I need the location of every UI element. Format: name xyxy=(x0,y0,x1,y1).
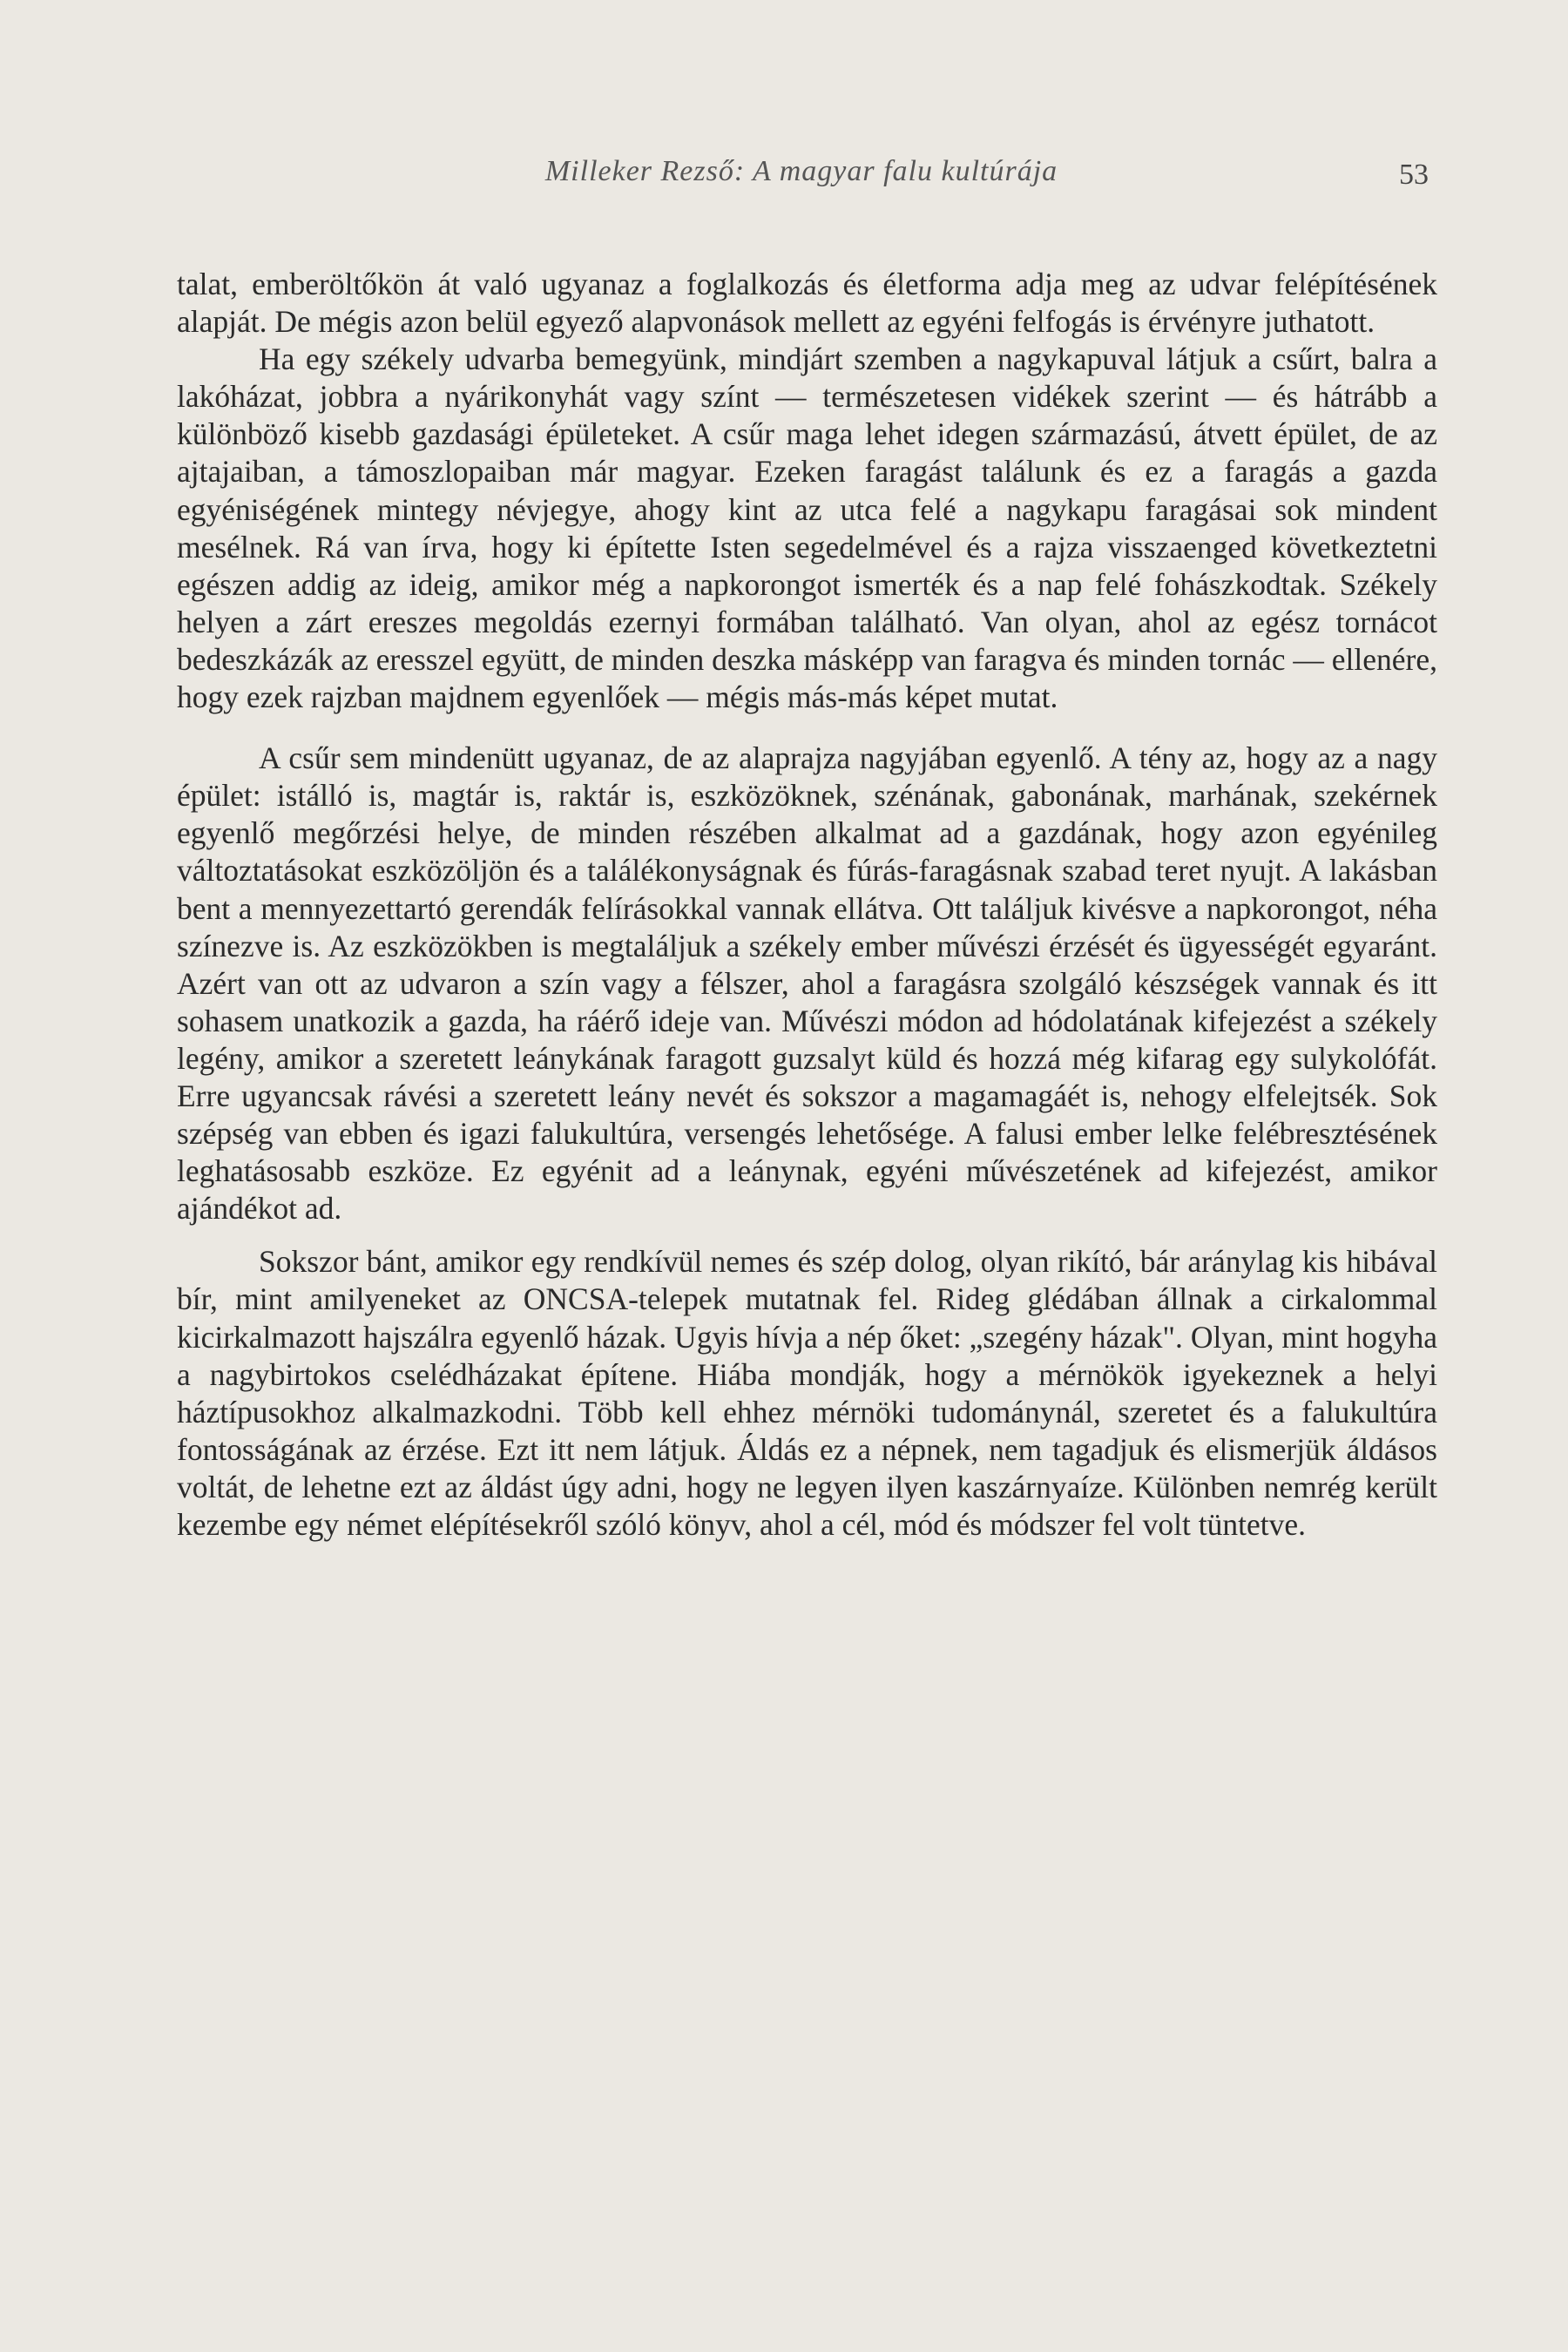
running-title: Milleker Rezső: A magyar falu kultúrája xyxy=(544,155,1058,187)
paragraph-4: Sokszor bánt, amikor egy rendkívül nemes és szép dolog, olyan rikító, bár aránylag kis hibával bír, mint amilyeneket az ONCSA-telepek mutatnak fel. Rideg glédában állnak a cirkalommal kicirkalmazott hajszálra egyenlő házak. Ugyis hívja a nép őket: „szegény házak". Olyan, mint hogyha a nagybirtokos cselédházakat építene. Hiába mondják, hogy a mérnökök igyekeznek a helyi háztípusokhoz alkalmazkodni. Több kell ehhez mérnöki tudománynál, szeretet és a falukultúra fontosságának az érzése. Ezt itt nem látjuk. Áldás ez a népnek, nem tagadjuk és elismerjük áldásos voltát, de lehetne ezt az áldást úgy adni, hogy ne legyen ilyen kaszárnyaíze. Különben nemrég került kezembe egy német elépítésekről szóló könyv, ahol a cél, mód és módszer fel volt tüntetve. xyxy=(177,1244,1437,1542)
paragraph-3: A csűr sem mindenütt ugyanaz, de az alaprajza nagyjában egyenlő. A tény az, hogy az a nagy épület: istálló is, magtár is, raktár is, eszközöknek, szénának, gabonának, marhának, szekérnek egyenlő megőrzési helye, de minden részében alkalmat ad a gazdának, hogy azon egyénileg változtatásokat eszközöljön és a találékonyságnak és fúrás-faragásnak szabad teret nyujt. A lakásban bent a mennyezettartó gerendák felírásokkal vannak ellátva. Ott találjuk kivésve a napkorongot, néha színezve is. Az eszközökben is megtaláljuk a székely ember művészi érzését és ügyességét egyaránt. Azért van ott az udvaron a szín vagy a félszer, ahol a faragásra szolgáló készségek vannak és itt sohasem unatkozik a gazda, ha ráérő ideje van. Művészi módon ad hódolatának kifejezést a székely legény, amikor a szeretett leánykának faragott guzsalyt küld és hozzá még kifarag egy sulykolófát. Erre ugyancsak rávési a szeretett leány nevét és sokszor a magamagáét is, nehogy elfelejtsék. Sok szépség van ebben és igazi falukultúra, versengés lehetősége. A falusi ember lelke felébresztésének leghatásosabb eszköze. Ez egyénit ad a leánynak, egyéni művészetének ad kifejezést, amikor ajándékot ad. xyxy=(177,740,1437,1227)
paragraph-2: Ha egy székely udvarba bemegyünk, mindjárt szemben a nagykapuval látjuk a csűrt, balra a lakóházat, jobbra a nyárikonyhát vagy színt — természetesen vidékek szerint — és hátrább a különböző kisebb gazdasági épületeket. A csűr maga lehet idegen származású, átvett épület, de az ajtajaiban, a támoszlopaiban már magyar. Ezeken faragást találunk és ez a faragás a gazda egyéniségének mintegy névjegye, ahogy kint az utca felé a nagykapu faragásai sok mindent mesélnek. Rá van írva, hogy ki építette Isten segedelmével és a rajza visszaenged következtetni egészen addig az ideig, amikor még a napkorongot ismerték és a nap felé fohászkodtak. Székely helyen a zárt ereszes megoldás ezernyi formában található. Van olyan, ahol az egész tornácot bedeszkázák az eresszel együtt, de minden deszka másképp van faragva és minden tornác — ellenére, hogy ezek rajzban majdnem egyenlőek — mégis más-más képet mutat. xyxy=(177,341,1437,715)
body-text xyxy=(177,266,1437,1544)
paragraph-1: talat, emberöltőkön át való ugyanaz a foglalkozás és életforma adja meg az udvar felépítésének alapját. De mégis azon belül egyező alapvonások mellett az egyéni felfogás is érvényre juthatott. xyxy=(177,267,1437,340)
page-number: 53 xyxy=(1399,159,1429,191)
running-head xyxy=(174,155,1429,199)
